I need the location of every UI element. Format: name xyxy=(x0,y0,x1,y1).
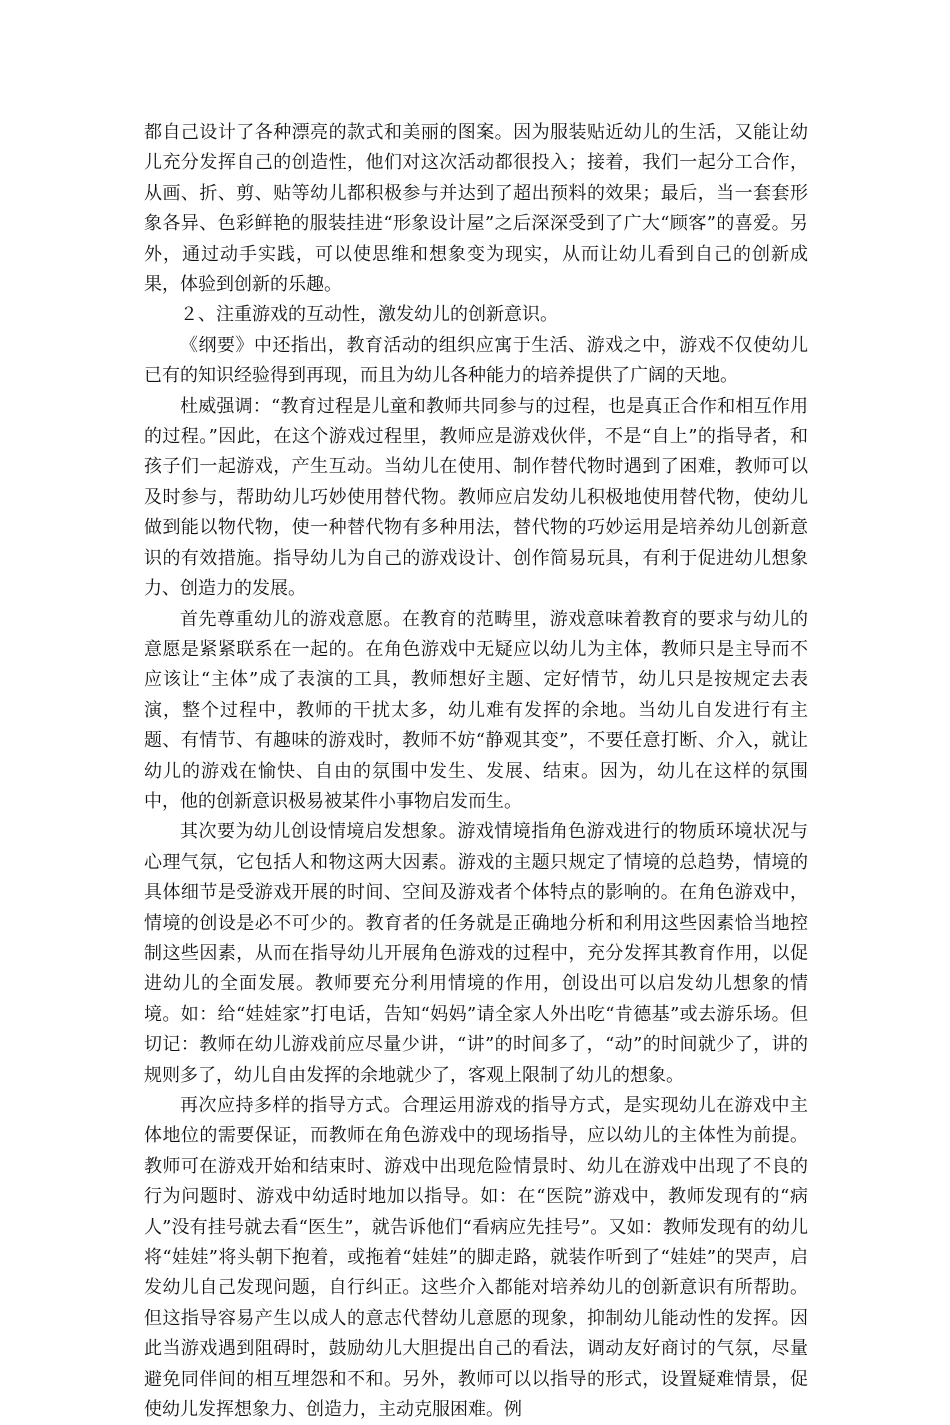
section-heading: ２、注重游戏的互动性，激发幼儿的创新意识。 xyxy=(180,304,558,326)
paragraph-continuation: 都自己设计了各种漂亮的款式和美丽的图案。因为服装贴近幼儿的生活，又能让幼儿充分发挥自己的创造性，他们对这次活动都很投入；接着，我们一起分工合作，从画、折、剪、贴等幼儿都积极参与并达到了超出预料的效果；最后，当一套套形象各异、色彩鲜艳的服装挂进“形象设计屋”之后深深受到了广大“顾客”的喜爱。另外，通过动手实践，可以使思维和想象变为现实，从而让幼儿看到自己的创新成果，体验到创新的乐趣。 xyxy=(144,122,808,296)
document-body xyxy=(144,118,808,1425)
paragraph-guidance: 再次应持多样的指导方式。合理运用游戏的指导方式，是实现幼儿在游戏中主体地位的需要保证，而教师在角色游戏中的现场指导，应以幼儿的主体性为前提。教师可在游戏开始和结束时、游戏中出现危险情景时、幼儿在游戏中出现了不良的行为问题时、游戏中幼适时地加以指导。如：在“医院”游戏中，教师发现有的“病人”没有挂号就去看“医生”，就告诉他们“看病应先挂号”。又如：教师发现有的幼儿将“娃娃”将头朝下抱着，或拖着“娃娃”的脚走路，就装作听到了“娃娃”的哭声，启发幼儿自己发现问题，自行纠正。这些介入都能对培养幼儿的创新意识有所帮助。但这指导容易产生以成人的意志代替幼儿意愿的现象，抑制幼儿能动性的发挥。因此当游戏遇到阻碍时，鼓励幼儿大胆提出自己的看法，调动友好商讨的气氛，尽量避免同伴间的相互埋怨和不和。另外，教师可以以指导的形式，设置疑难情景，促使幼儿发挥想象力、创造力，主动克服困难。例 xyxy=(144,1095,808,1421)
paragraph-outline-quote: 《纲要》中还指出，教育活动的组织应寓于生活、游戏之中，游戏不仅使幼儿已有的知识经验得到再现，而且为幼儿各种能力的培养提供了广阔的天地。 xyxy=(144,334,808,387)
paragraph-create-context: 其次要为幼儿创设情境启发想象。游戏情境指角色游戏进行的物质环境状况与心理气氛，它包括人和物这两大因素。游戏的主题只规定了情境的总趋势，情境的具体细节是受游戏开展的时间、空间及游戏者个体特点的影响的。在角色游戏中，情境的创设是必不可少的。教育者的任务就是正确地分析和利用这些因素恰当地控制这些因素，从而在指导幼儿开展角色游戏的过程中，充分发挥其教育作用，以促进幼儿的全面发展。教师要充分利用情境的作用，创设出可以启发幼儿想象的情境。如：给“娃娃家”打电话，告知“妈妈”请全家人外出吃“肯德基”或去游乐场。但切记：教师在幼儿游戏前应尽量少讲，“讲”的时间多了，“动”的时间就少了，讲的规则多了，幼儿自由发挥的余地就少了，客观上限制了幼儿的想象。 xyxy=(144,821,808,1086)
paragraph-dewey: 杜威强调：“教育过程是儿童和教师共同参与的过程，也是真正合作和相互作用的过程。”因此，在这个游戏过程里，教师应是游戏伙伴，不是“自上”的指导者，和孩子们一起游戏，产生互动。当幼儿在使用、制作替代物时遇到了困难，教师可以及时参与，帮助幼儿巧妙使用替代物。教师应启发幼儿积极地使用替代物，使幼儿做到能以物代物，使一种替代物有多种用法，替代物的巧妙运用是培养幼儿创新意识的有效措施。指导幼儿为自己的游戏设计、创作简易玩具，有利于促进幼儿想象力、创造力的发展。 xyxy=(144,395,808,600)
paragraph-respect-will: 首先尊重幼儿的游戏意愿。在教育的范畴里，游戏意味着教育的要求与幼儿的意愿是紧紧联系在一起的。在角色游戏中无疑应以幼儿为主体，教师只是主导而不应该让“主体”成了表演的工具，教师想好主题、定好情节，幼儿只是按规定去表演，整个过程中，教师的干扰太多，幼儿难有发挥的余地。当幼儿自发进行有主题、有情节、有趣味的游戏时，教师不妨“静观其变”，不要任意打断、介入，就让幼儿的游戏在愉快、自由的氛围中发生、发展、结束。因为，幼儿在这样的氛围中，他的创新意识极易被某件小事物启发而生。 xyxy=(144,608,808,812)
